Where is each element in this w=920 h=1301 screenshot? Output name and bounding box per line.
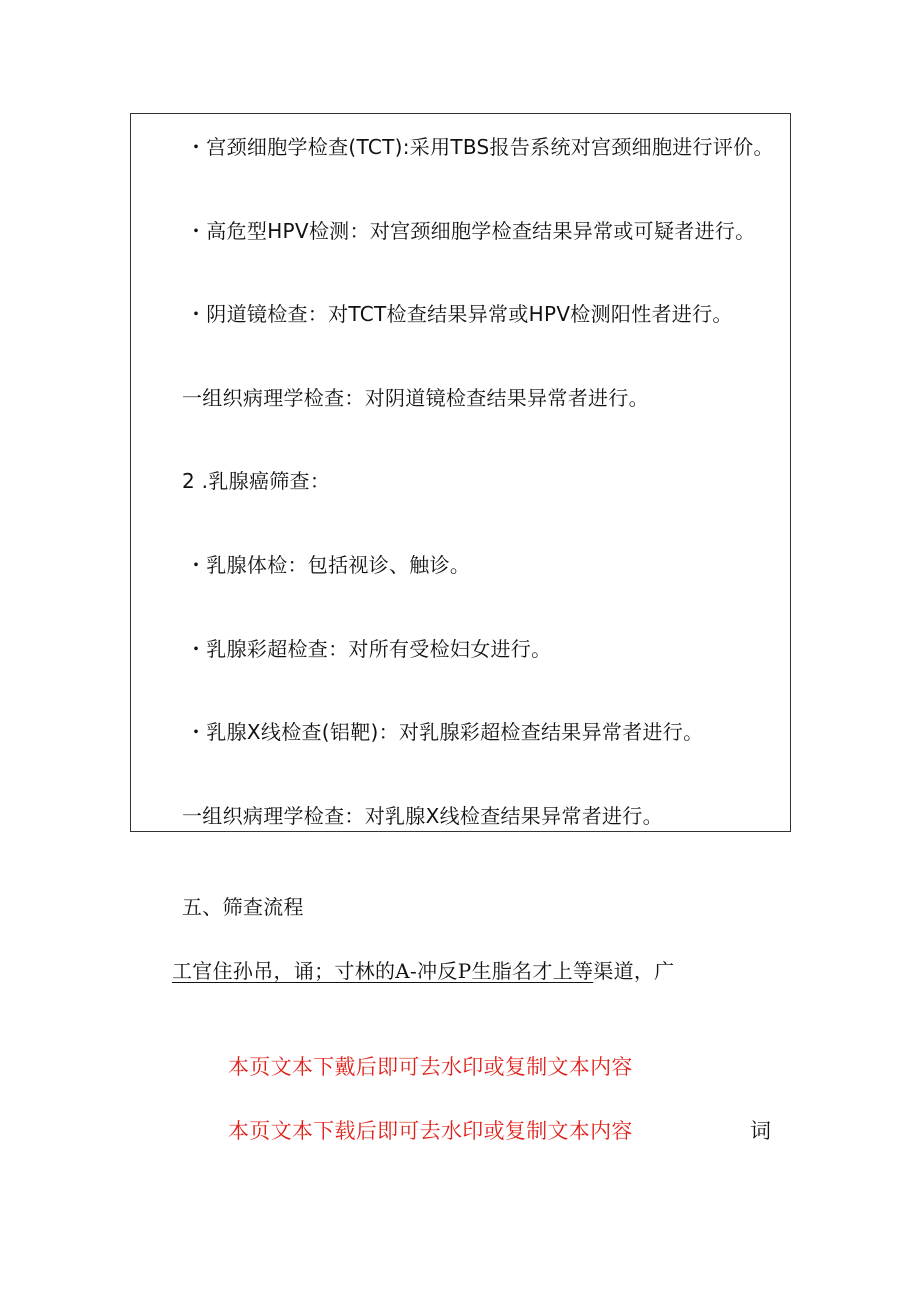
garbled-rest-text: 渠道，广	[593, 959, 675, 983]
section-heading: 五、筛查流程	[182, 895, 304, 919]
breast-ultrasound-item: ・乳腺彩超检查：对所有受检妇女进行。	[186, 637, 552, 661]
watermark-notice-1: 本页文本下戴后即可去水印或复制文本内容	[228, 1055, 633, 1079]
breast-exam-item: ・乳腺体检：包括视诊、触诊。	[186, 553, 471, 577]
mammography-item: ・乳腺X线检查(铝靶)：对乳腺彩超检查结果异常者进行。	[186, 720, 704, 744]
colposcopy-item: ・阴道镜检查：对TCT检查结果异常或HPV检测阳性者进行。	[186, 302, 733, 326]
tct-item: ・宫颈细胞学检查(TCT):采用TBS报告系统对宫颈细胞进行评价。	[186, 135, 774, 159]
breast-screening-heading: 2 .乳腺癌筛查：	[182, 469, 331, 493]
breast-pathology-item: 一组织病理学检查：对乳腺X线检查结果异常者进行。	[182, 804, 663, 828]
hpv-item: ・高危型HPV检测：对宫颈细胞学检查结果异常或可疑者进行。	[186, 219, 756, 243]
stray-character: 词	[750, 1119, 772, 1143]
watermark-notice-2: 本页文本下载后即可去水印或复制文本内容	[228, 1119, 633, 1143]
cervical-pathology-item: 一组织病理学检查：对阴道镜检查结果异常者进行。	[182, 386, 649, 410]
garbled-paragraph	[172, 957, 674, 985]
garbled-underlined-text: 工官住孙吊，诵；寸林的A-冲反P生脂名才上等	[172, 959, 594, 983]
